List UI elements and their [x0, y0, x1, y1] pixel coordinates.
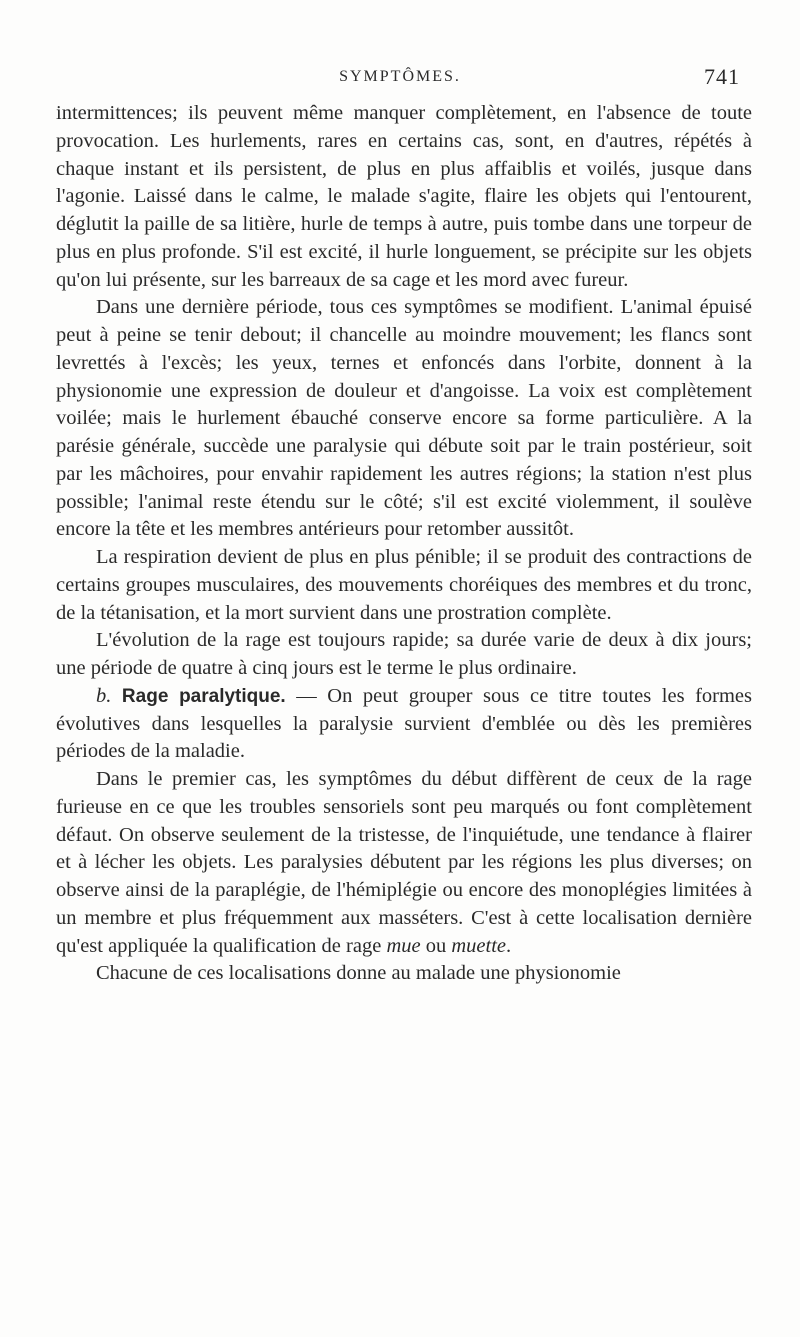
page-number: 741 [704, 64, 740, 89]
qualifier-mue: mue [386, 934, 421, 957]
qualifier-connector: ou [420, 934, 452, 957]
section-paralytic-rage [56, 683, 752, 766]
paragraph-final-line: Chacune de ces localisations donne au malade une physionomie [96, 962, 621, 985]
section-title: Rage paralytique. [121, 685, 286, 707]
section-intro: — On peut grouper sous ce titre toutes les formes évolutives dans lesquelles la paralysie survient d'emblée ou dès les premières périodes de la maladie. [56, 684, 753, 763]
section-label: b. [96, 684, 112, 707]
qualifier-end: . [506, 934, 512, 957]
paragraph-evolution: L'évolution de la rage est toujours rapide; sa durée varie de deux à dix jours; une période de quatre à cinq jours est le terme le plus ordinaire. [56, 629, 752, 679]
running-title: SYMPTÔMES. [339, 68, 461, 85]
paragraph-last-period: Dans une dernière période, tous ces symptômes se modifient. L'animal épuisé peut à peine se tenir debout; il chancelle au moindre mouvement; les flancs sont levrettés à l'excès; les yeux, ternes et enfoncés dans l'orbite, donnent à la physionomie une expression de douleur et d'angoisse. La voix est complètement voilée; mais le hurlement ébauché conserve encore sa forme particulière. A la parésie générale, succède une paralysie qui débute soit par le train postérieur, soit par les mâchoires, pour envahir rapidement les autres régions; la station n'est plus possible; l'animal reste étendu sur le côté; s'il est excité violemment, il soulève encore la tête et les membres antérieurs pour retomber aussitôt. [56, 296, 752, 541]
paragraph-respiration: La respiration devient de plus en plus pénible; il se produit des contractions de certains groupes musculaires, des mouvements choréiques des membres et du tronc, de la tétanisation, et la mort survient dans une prostration complète. [56, 546, 752, 624]
paragraph-first-case [56, 766, 752, 960]
running-head [0, 64, 800, 94]
body-text [56, 100, 752, 988]
paragraph-first-case-text: Dans le premier cas, les symptômes du début diffèrent de ceux de la rage furieuse en ce que les troubles sensoriels sont peu marqués ou font complètement défaut. On observe seulement de la tristesse, de l'inquiétude, une tendance à flairer et à lécher les objets. Les paralysies débutent par les régions les plus diverses; on observe ainsi de la paraplégie, de l'hémiplégie ou encore des monoplégies limitées à un membre et plus fréquemment aux masséters. C'est à cette localisation dernière qu'est appliquée la qualification de rage [56, 768, 752, 957]
qualifier-muette: muette [451, 934, 506, 957]
paragraph-continuation: intermittences; ils peuvent même manquer complètement, en l'absence de toute provocation. Les hurlements, rares en certains cas, sont, en d'autres, répétés à chaque instant et ils persistent, de plus en plus affaiblis et voilés, jusque dans l'agonie. Laissé dans le calme, le malade s'agite, flaire les objets qui l'entourent, déglutit la paille de sa litière, hurle de temps à autre, puis tombe dans une torpeur de plus en plus profonde. S'il est excité, il hurle longuement, se précipite sur les objets qu'on lui présente, sur les barreaux de sa cage et les mord avec fureur. [56, 102, 752, 291]
